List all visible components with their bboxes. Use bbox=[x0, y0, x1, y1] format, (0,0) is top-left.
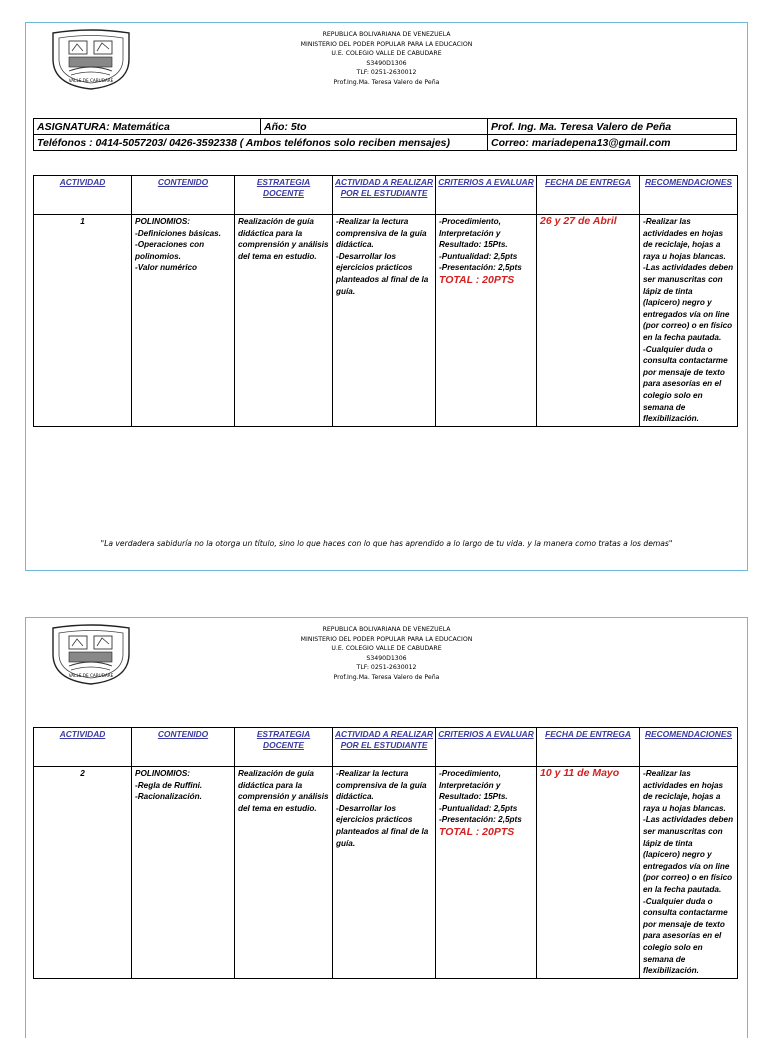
header-line-profesor: Prof.Ing.Ma. Teresa Valero de Peña bbox=[333, 78, 440, 86]
column-header-contenido: CONTENIDO bbox=[132, 176, 235, 215]
fecha-entrega: 10 y 11 de Mayo bbox=[540, 767, 620, 779]
total-points: TOTAL : 20PTS bbox=[439, 273, 515, 286]
table-header-row bbox=[34, 176, 738, 215]
quote-text: "La verdadera sabiduría no la otorga un título, sino lo que haces con lo que has aprendido a lo largo de tu vida. y la manera como tratas a los demas" bbox=[100, 539, 673, 548]
column-header-estrategia: ESTRATEGIA DOCENTE bbox=[235, 176, 333, 215]
header-line-codigo: S3490D1306 bbox=[366, 59, 407, 67]
activity-plan-table-1 bbox=[33, 175, 738, 427]
criterios-cell bbox=[436, 767, 537, 979]
column-header-criterios: CRITERIOS A EVALUAR bbox=[436, 176, 537, 215]
anio-cell: Año: 5to bbox=[261, 119, 488, 135]
contenido-cell: POLINOMIOS: -Definiciones básicas. -Operaciones con polinomios. -Valor numérico bbox=[132, 215, 235, 427]
estrategia-cell: Realización de guía didáctica para la comprensión y análisis del tema en estudio. bbox=[235, 767, 333, 979]
column-header-contenido: CONTENIDO bbox=[132, 728, 235, 767]
fecha-entrega: 26 y 27 de Abril bbox=[540, 215, 617, 227]
svg-text:VALLE DE CABUDARE: VALLE DE CABUDARE bbox=[68, 78, 114, 83]
subject-info-table bbox=[33, 118, 737, 151]
column-header-fecha: FECHA DE ENTREGA bbox=[537, 728, 640, 767]
contenido-cell: POLINOMIOS: -Regla de Ruffini. -Racionalización. bbox=[132, 767, 235, 979]
column-header-fecha: FECHA DE ENTREGA bbox=[537, 176, 640, 215]
header-line-ministerio: MINISTERIO DEL PODER POPULAR PARA LA EDUCACION bbox=[300, 40, 473, 48]
telefonos-cell: Teléfonos : 0414-5057203/ 0426-3592338 ( Ambos teléfonos solo reciben mensajes) bbox=[34, 135, 488, 151]
header-line-telefono: TLF: 0251-2630012 bbox=[356, 664, 417, 672]
header-line-ministerio: MINISTERIO DEL PODER POPULAR PARA LA EDUCACION bbox=[300, 635, 473, 643]
document-page-1 bbox=[25, 22, 748, 571]
actividad-estudiante-cell: -Realizar la lectura comprensiva de la guía didáctica. -Desarrollar los ejercicios prácticos planteados al final de la guía. bbox=[333, 767, 436, 979]
header-line-telefono: TLF: 0251-2630012 bbox=[356, 69, 417, 77]
column-header-actividad-estudiante: ACTIVIDAD A REALIZAR POR EL ESTUDIANTE bbox=[333, 728, 436, 767]
fecha-cell bbox=[537, 767, 640, 979]
actividad-number: 2 bbox=[34, 767, 132, 979]
header-line-codigo: S3490D1306 bbox=[366, 654, 407, 662]
column-header-actividad-estudiante: ACTIVIDAD A REALIZAR POR EL ESTUDIANTE bbox=[333, 176, 436, 215]
table-row bbox=[34, 215, 738, 427]
criterios-text: -Procedimiento, Interpretación y Resultado: 15Pts. -Puntualidad: 2,5pts -Presentación: 2,5pts bbox=[439, 769, 522, 825]
header-line-profesor: Prof.Ing.Ma. Teresa Valero de Peña bbox=[333, 673, 440, 681]
actividad-number: 1 bbox=[34, 215, 132, 427]
table-header-row bbox=[34, 728, 738, 767]
correo-cell: Correo: mariadepena13@gmail.com bbox=[488, 135, 737, 151]
recomendaciones-cell: -Realizar las actividades en hojas de reciclaje, hojas a raya u hojas blancas. -Las actividades deben ser manuscritas con lápiz de tinta (lapicero) negro y entregados vía on line (por correo) o en físico en la fecha pautada. -Cualquier duda o consulta contactarme por mensaje de texto para asesorías en el colegio solo en semana de flexibilización. bbox=[640, 767, 738, 979]
column-header-criterios: CRITERIOS A EVALUAR bbox=[436, 728, 537, 767]
actividad-estudiante-cell: -Realizar la lectura comprensiva de la guía didáctica. -Desarrollar los ejercicios prácticos planteados al final de la guía. bbox=[333, 215, 436, 427]
column-header-recomendaciones: RECOMENDACIONES bbox=[640, 176, 738, 215]
column-header-recomendaciones: RECOMENDACIONES bbox=[640, 728, 738, 767]
fecha-cell bbox=[537, 215, 640, 427]
total-points: TOTAL : 20PTS bbox=[439, 825, 515, 838]
recomendaciones-cell: -Realizar las actividades en hojas de reciclaje, hojas a raya u hojas blancas. -Las actividades deben ser manuscritas con lápiz de tinta (lapicero) negro y entregados vía on line (por correo) o en físico en la fecha pautada. -Cualquier duda o consulta contactarme por mensaje de texto para asesorías en el colegio solo en semana de flexibilización. bbox=[640, 215, 738, 427]
profesor-cell: Prof. Ing. Ma. Teresa Valero de Peña bbox=[488, 119, 737, 135]
activity-plan-table-2 bbox=[33, 727, 738, 979]
document-header bbox=[26, 625, 747, 683]
header-line-republica: REPUBLICA BOLIVARIANA DE VENEZUELA bbox=[322, 626, 451, 633]
column-header-estrategia: ESTRATEGIA DOCENTE bbox=[235, 728, 333, 767]
header-line-republica: REPUBLICA BOLIVARIANA DE VENEZUELA bbox=[322, 31, 451, 38]
document-page-2 bbox=[25, 617, 748, 1038]
asignatura-cell: ASIGNATURA: Matemática bbox=[34, 119, 261, 135]
criterios-cell bbox=[436, 215, 537, 427]
table-row bbox=[34, 767, 738, 979]
column-header-actividad: ACTIVIDAD bbox=[34, 176, 132, 215]
header-line-colegio: U.E. COLEGIO VALLE DE CABUDARE bbox=[331, 645, 442, 653]
estrategia-cell: Realización de guía didáctica para la comprensión y análisis del tema en estudio. bbox=[235, 215, 333, 427]
column-header-actividad: ACTIVIDAD bbox=[34, 728, 132, 767]
criterios-text: -Procedimiento, Interpretación y Resultado: 15Pts. -Puntualidad: 2,5pts -Presentación: 2,5pts bbox=[439, 217, 522, 273]
document-header bbox=[26, 30, 747, 88]
header-line-colegio: U.E. COLEGIO VALLE DE CABUDARE bbox=[331, 50, 442, 58]
svg-text:VALLE DE CABUDARE: VALLE DE CABUDARE bbox=[68, 673, 114, 678]
